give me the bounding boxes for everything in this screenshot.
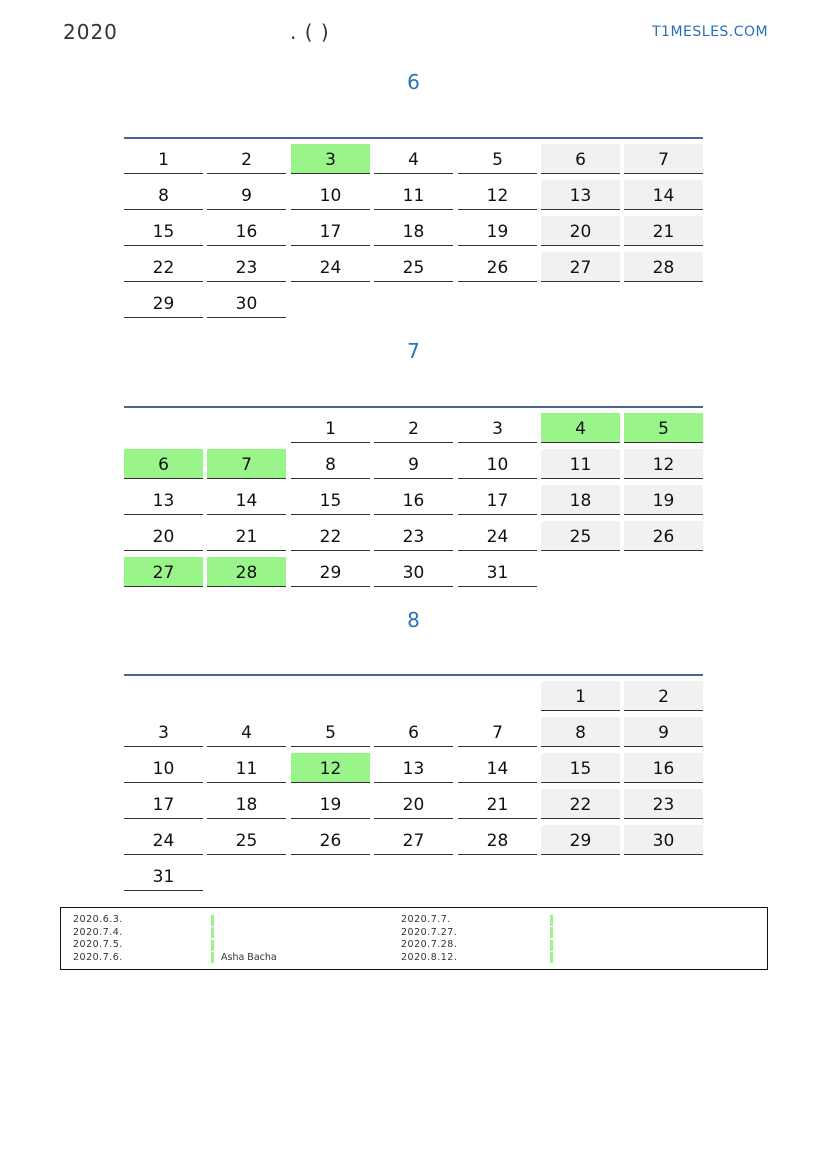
- month-title: 7: [407, 339, 420, 363]
- day-cell[interactable]: 22: [291, 521, 370, 551]
- day-cell[interactable]: 10: [291, 180, 370, 210]
- legend-date: 2020.7.27.: [401, 926, 458, 938]
- day-cell[interactable]: 16: [207, 216, 286, 246]
- day-cell[interactable]: 13: [374, 753, 453, 783]
- month-rule: [124, 137, 703, 139]
- day-cell[interactable]: 17: [291, 216, 370, 246]
- header-year: 2020: [63, 20, 118, 44]
- day-cell[interactable]: 19: [291, 789, 370, 819]
- day-cell[interactable]: 7: [458, 717, 537, 747]
- holiday-day-cell[interactable]: 4: [541, 413, 620, 443]
- day-cell[interactable]: 2: [374, 413, 453, 443]
- day-cell[interactable]: 4: [207, 717, 286, 747]
- day-cell[interactable]: 5: [291, 717, 370, 747]
- day-cell[interactable]: 4: [374, 144, 453, 174]
- legend-date: 2020.8.12.: [401, 951, 458, 963]
- day-cell[interactable]: 16: [374, 485, 453, 515]
- day-cell[interactable]: 31: [458, 557, 537, 587]
- weekend-day-cell[interactable]: 26: [624, 521, 703, 551]
- day-cell[interactable]: 26: [458, 252, 537, 282]
- day-cell[interactable]: 14: [458, 753, 537, 783]
- day-cell[interactable]: 30: [374, 557, 453, 587]
- weekend-day-cell[interactable]: 21: [624, 216, 703, 246]
- day-cell[interactable]: 10: [458, 449, 537, 479]
- weekend-day-cell[interactable]: 14: [624, 180, 703, 210]
- day-cell[interactable]: 11: [207, 753, 286, 783]
- legend-date: 2020.7.7.: [401, 914, 451, 925]
- weekend-day-cell[interactable]: 6: [541, 144, 620, 174]
- day-cell[interactable]: 24: [124, 825, 203, 855]
- holiday-day-cell[interactable]: 3: [291, 144, 370, 174]
- day-cell[interactable]: 23: [374, 521, 453, 551]
- day-cell[interactable]: 30: [207, 288, 286, 318]
- weekend-day-cell[interactable]: 29: [541, 825, 620, 855]
- day-cell[interactable]: 3: [458, 413, 537, 443]
- weekend-day-cell[interactable]: 2: [624, 681, 703, 711]
- day-cell[interactable]: 15: [124, 216, 203, 246]
- weekend-day-cell[interactable]: 23: [624, 789, 703, 819]
- day-cell[interactable]: 31: [124, 861, 203, 891]
- holiday-day-cell[interactable]: 7: [207, 449, 286, 479]
- holiday-day-cell[interactable]: 12: [291, 753, 370, 783]
- month-title: 8: [407, 608, 420, 632]
- day-cell[interactable]: 20: [374, 789, 453, 819]
- weekend-day-cell[interactable]: 9: [624, 717, 703, 747]
- day-cell[interactable]: 17: [458, 485, 537, 515]
- day-cell[interactable]: 25: [207, 825, 286, 855]
- legend-date: 2020.7.28.: [401, 939, 458, 950]
- legend-color-marker: [211, 915, 214, 926]
- weekend-day-cell[interactable]: 20: [541, 216, 620, 246]
- legend-color-marker: [550, 940, 553, 951]
- weekend-day-cell[interactable]: 28: [624, 252, 703, 282]
- legend-date: 2020.7.6.: [73, 951, 123, 963]
- day-cell[interactable]: 5: [458, 144, 537, 174]
- legend-color-marker: [550, 927, 553, 938]
- day-cell[interactable]: 25: [374, 252, 453, 282]
- day-cell[interactable]: 22: [124, 252, 203, 282]
- day-cell[interactable]: 20: [124, 521, 203, 551]
- holiday-day-cell[interactable]: 6: [124, 449, 203, 479]
- weekend-day-cell[interactable]: 19: [624, 485, 703, 515]
- day-cell[interactable]: 17: [124, 789, 203, 819]
- brand-link[interactable]: T1MESLES.COM: [652, 24, 769, 40]
- day-cell[interactable]: 13: [124, 485, 203, 515]
- day-cell[interactable]: 1: [124, 144, 203, 174]
- day-cell[interactable]: 2: [207, 144, 286, 174]
- month-rule: [124, 406, 703, 408]
- day-cell[interactable]: 6: [374, 717, 453, 747]
- weekend-day-cell[interactable]: 22: [541, 789, 620, 819]
- day-cell[interactable]: 24: [458, 521, 537, 551]
- day-cell[interactable]: 9: [207, 180, 286, 210]
- legend-color-marker: [550, 952, 553, 963]
- day-cell[interactable]: 3: [124, 717, 203, 747]
- day-cell[interactable]: 18: [374, 216, 453, 246]
- legend-date: 2020.7.5.: [73, 939, 123, 950]
- month-rule: [124, 674, 703, 676]
- day-cell[interactable]: 26: [291, 825, 370, 855]
- day-cell[interactable]: 28: [458, 825, 537, 855]
- weekend-day-cell[interactable]: 13: [541, 180, 620, 210]
- legend-color-marker: [211, 952, 214, 963]
- day-cell[interactable]: 14: [207, 485, 286, 515]
- weekend-day-cell[interactable]: 15: [541, 753, 620, 783]
- day-cell[interactable]: 9: [374, 449, 453, 479]
- day-cell[interactable]: 8: [291, 449, 370, 479]
- day-cell[interactable]: 21: [458, 789, 537, 819]
- weekend-day-cell[interactable]: 1: [541, 681, 620, 711]
- header-title: . ( ): [290, 20, 330, 44]
- month-title: 6: [407, 70, 420, 94]
- weekend-day-cell[interactable]: 8: [541, 717, 620, 747]
- day-cell[interactable]: 23: [207, 252, 286, 282]
- legend-date: 2020.7.4.: [73, 926, 123, 938]
- weekend-day-cell[interactable]: 18: [541, 485, 620, 515]
- weekend-day-cell[interactable]: 16: [624, 753, 703, 783]
- legend-color-marker: [550, 915, 553, 926]
- day-cell[interactable]: 11: [374, 180, 453, 210]
- day-cell[interactable]: 15: [291, 485, 370, 515]
- day-cell[interactable]: 29: [124, 288, 203, 318]
- day-cell[interactable]: 10: [124, 753, 203, 783]
- legend-color-marker: [211, 927, 214, 938]
- day-cell[interactable]: 29: [291, 557, 370, 587]
- holiday-day-cell[interactable]: 28: [207, 557, 286, 587]
- day-cell[interactable]: 27: [374, 825, 453, 855]
- weekend-day-cell[interactable]: 30: [624, 825, 703, 855]
- day-cell[interactable]: 24: [291, 252, 370, 282]
- day-cell[interactable]: 1: [291, 413, 370, 443]
- day-cell[interactable]: 21: [207, 521, 286, 551]
- day-cell[interactable]: 8: [124, 180, 203, 210]
- day-cell[interactable]: 18: [207, 789, 286, 819]
- weekend-day-cell[interactable]: 25: [541, 521, 620, 551]
- holiday-legend: [60, 907, 768, 970]
- holiday-day-cell[interactable]: 27: [124, 557, 203, 587]
- legend-holiday-name: Asha Bacha: [221, 951, 277, 963]
- holiday-day-cell[interactable]: 5: [624, 413, 703, 443]
- legend-color-marker: [211, 940, 214, 951]
- weekend-day-cell[interactable]: 27: [541, 252, 620, 282]
- weekend-day-cell[interactable]: 12: [624, 449, 703, 479]
- weekend-day-cell[interactable]: 11: [541, 449, 620, 479]
- day-cell[interactable]: 19: [458, 216, 537, 246]
- day-cell[interactable]: 12: [458, 180, 537, 210]
- legend-date: 2020.6.3.: [73, 914, 123, 925]
- weekend-day-cell[interactable]: 7: [624, 144, 703, 174]
